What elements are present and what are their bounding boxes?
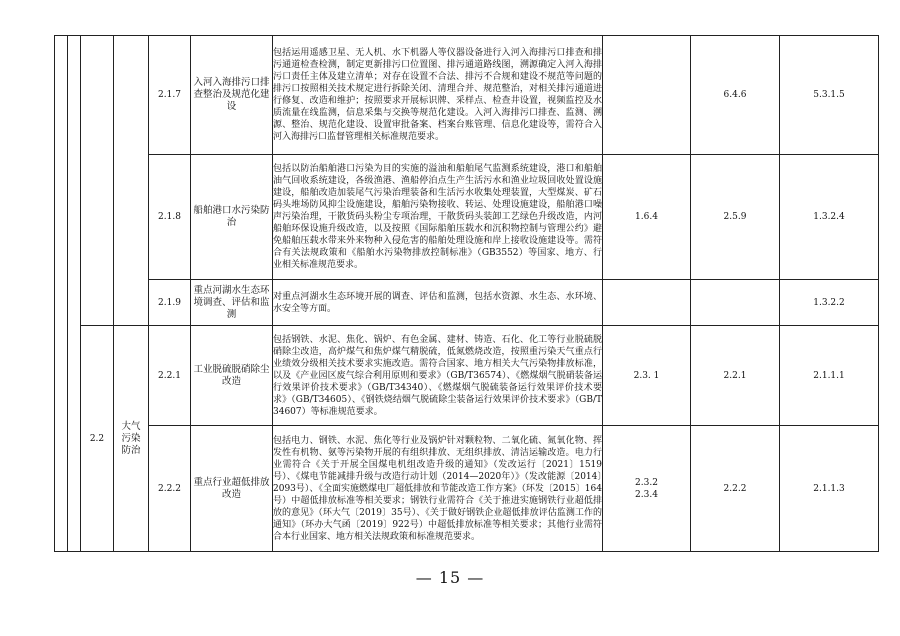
item-name: 重点河湖水生态环境调查、评估和监测 bbox=[191, 280, 273, 326]
group-number: 2.2 bbox=[81, 326, 114, 552]
item-name: 工业脱硫脱硝除尘改造 bbox=[191, 326, 273, 426]
item-description: 对重点河湖水生态环境开展的调查、评估和监测，包括水资源、水生态、水环境、水安全等方面。 bbox=[273, 280, 603, 326]
ref-col-3: 2.1.1.3 bbox=[780, 426, 879, 552]
ref-col-2 bbox=[691, 280, 780, 326]
group-num-cell bbox=[81, 36, 114, 326]
item-description: 包括运用遥感卫星、无人机、水下机器人等仪器设备进行入河入海排污口排查和排污通道检查检测，制定更新排污口位置图、排污通道路线图，溯源确定入河入海排污口责任主体及建立清单；对存在设置不合法、排污不合规和建设不规范等问题的排污口按照相关技术规定进行拆除关闭、清理合并、规范整治，对相关排污通道进行修复、改造和维护；按照要求开展标识牌、采样点、检查井设置，视频监控及水质流量在线监测，信息采集与交换等规范化建设。入河入海排污口排查、监测、溯源、整治、规范化建设、设置审批备案、档案台账管理、信息化建设等，需符合入河入海排污口监督管理相关标准规范要求。 bbox=[273, 36, 603, 155]
table-row bbox=[55, 426, 879, 552]
outer-left-cell bbox=[68, 36, 81, 552]
item-number: 2.1.9 bbox=[149, 280, 191, 326]
table-row bbox=[55, 326, 879, 426]
ref-col-1 bbox=[603, 280, 691, 326]
ref-col-1 bbox=[603, 426, 691, 552]
table-row bbox=[55, 36, 879, 155]
item-name: 入河入海排污口排查整治及规范化建设 bbox=[191, 36, 273, 155]
group-name-cell bbox=[114, 36, 149, 326]
ref-col-1: 2.3. 1 bbox=[603, 326, 691, 426]
outer-left-cell bbox=[55, 36, 68, 552]
ref-col-2: 2.5.9 bbox=[691, 155, 780, 280]
catalog-table bbox=[54, 35, 879, 552]
group-name: 大气污染防治 bbox=[114, 326, 149, 552]
ref-value: 2.3.2 bbox=[635, 477, 658, 488]
ref-col-1 bbox=[603, 36, 691, 155]
table-row bbox=[55, 155, 879, 280]
item-description: 包括钢铁、水泥、焦化、锅炉、有色金属、建材、铸造、石化、化工等行业脱硫脱硝除尘改造，高炉煤气和焦炉煤气精脱硫，低氮燃烧改造，按照重污染天气重点行业绩效分级相关技术要求实施改造。需符合国家、地方相关大气污染物排放标准，以及《产业园区废气综合利用原则和要求》（GB/T36574）、《燃煤烟气脱硝装备运行效果评价技术要求》（GB/T34340）、《燃煤烟气脱硫装备运行效果评价技术要求》（GB/T34605）、《钢铁烧结烟气脱硫除尘装备运行效果评价技术要求》（GB/T 34607）等标准规范要求。 bbox=[273, 326, 603, 426]
item-number: 2.2.2 bbox=[149, 426, 191, 552]
item-name: 重点行业超低排放改造 bbox=[191, 426, 273, 552]
item-description: 包括电力、钢铁、水泥、焦化等行业及锅炉针对颗粒物、二氧化硫、氮氧化物、挥发性有机物、氨等污染物开展的有组织排放、无组织排放、清洁运输改造。电力行业需符合《关于开展全国煤电机组改造升级的通知》（发改运行〔2021〕1519号）、《煤电节能减排升级与改造行动计划（2014—2020年）》（发改能源〔2014〕2093号）、《全面实施燃煤电厂超低排放和节能改造工作方案》（环发〔2015〕164号）中超低排放标准等相关要求；钢铁行业需符合《关于推进实施钢铁行业超低排放的意见》（环大气〔2019〕35号）、《关于做好钢铁企业超低排放评估监测工作的通知》（环办大气函〔2019〕922号）中超低排放标准等相关要求；其他行业需符合本行业国家、地方相关法规政策和标准规范要求。 bbox=[273, 426, 603, 552]
ref-col-2: 2.2.1 bbox=[691, 326, 780, 426]
ref-col-3: 2.1.1.1 bbox=[780, 326, 879, 426]
ref-col-2: 6.4.6 bbox=[691, 36, 780, 155]
item-number: 2.1.8 bbox=[149, 155, 191, 280]
ref-col-3: 5.3.1.5 bbox=[780, 36, 879, 155]
ref-value: 2.3.4 bbox=[635, 489, 658, 500]
ref-col-3: 1.3.2.2 bbox=[780, 280, 879, 326]
item-name: 船舶港口水污染防治 bbox=[191, 155, 273, 280]
page-number: — 15 — bbox=[415, 568, 485, 587]
ref-col-2: 2.2.2 bbox=[691, 426, 780, 552]
ref-col-3: 1.3.2.4 bbox=[780, 155, 879, 280]
item-number: 2.1.7 bbox=[149, 36, 191, 155]
table-row bbox=[55, 280, 879, 326]
item-description: 包括以防治船舶港口污染为目的实施的溢油和船舶尾气监测系统建设，港口和船舶油气回收系统建设，各级渔港、渔船停泊点生产生活污水和渔业垃圾回收处置设施建设，船舶改造加装尾气污染治理装备和生活污水收集处理装置，大型煤炭、矿石码头堆场防风抑尘设施建设，船舶污染物接收、转运、处理设施建设，船舶港口噪声污染治理，干散货码头粉尘专项治理，干散货码头装卸工艺绿色升级改造，内河船舶环保设施升级改造，以及按照《国际船舶压载水和沉积物控制与管理公约》避免船舶压载水带来外来物种入侵危害的船舶处理设施和岸上接收设施建设等。需符合有关法规政策和《船舶水污染物排放控制标准》（GB3552）等国家、地方、行业相关标准规范要求。 bbox=[273, 155, 603, 280]
ref-col-1: 1.6.4 bbox=[603, 155, 691, 280]
item-number: 2.2.1 bbox=[149, 326, 191, 426]
